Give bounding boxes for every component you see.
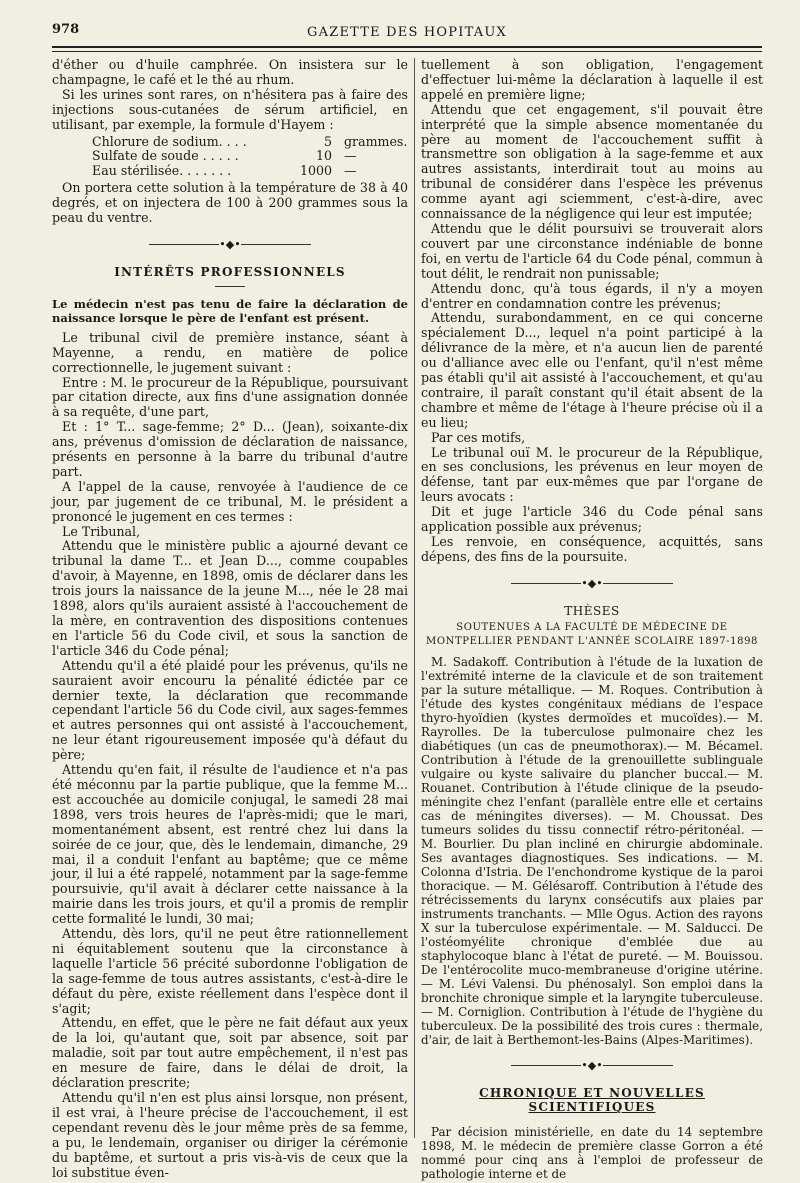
- paragraph: Les renvoie, en conséquence, acquittés, sans dépens, des fins de la poursuite.: [421, 534, 763, 564]
- ornament-divider: •◆•: [421, 1059, 763, 1074]
- paragraph: Attendu qu'en fait, il résulte de l'audience et n'a pas été méconnu par la partie publique, que la femme M... est accouchée au domicile conjugal, le samedi 28 mai 1898, vers trois heures de l'après-midi; que le mari, momentanément absent, est rentré chez lui dans la soirée de ce jour, que, dès le lendemain, dimanche, 29 mai, il a conduit l'enfant au baptême; que ce même jour, il lui a été rappelé, notamment par la sage-femme poursuivie, qu'il avait à déclarer cette naissance à la mairie dans les trois jours, et qu'il a promis de remplir cette formalité le lundi, 30 mai;: [52, 762, 408, 927]
- paragraph: Le Tribunal,: [62, 523, 141, 539]
- left-column: [52, 58, 408, 1180]
- formula-unit: grammes.: [344, 133, 408, 149]
- formula-ingredient: Sulfate de soude . . . . .: [92, 148, 239, 164]
- right-column: [421, 58, 763, 1181]
- paragraph: Le tribunal civil de première instance, séant à Mayenne, a rendu, en matière de police correctionnelle, le jugement suivant :: [52, 329, 408, 375]
- formula-amount: 1000: [299, 163, 332, 179]
- journal-title: GAZETTE DES HOPITAUX: [307, 25, 507, 40]
- formula-amount: 5: [323, 133, 332, 149]
- formula-amount: 10: [315, 148, 332, 164]
- paragraph: Et : 1° T... sage-femme; 2° D... (Jean), soixante-dix ans, prévenus d'omission de déclaration de naissance, présents en personne à la barre du tribunal d'autre part.: [52, 419, 408, 479]
- header-rule-thin: [52, 51, 762, 52]
- ornament-divider: •◆•: [52, 238, 408, 253]
- paragraph: Attendu qu'il a été plaidé pour les prévenus, qu'ils ne sauraient avoir encouru la pénalité édictée par ce dernier texte, la déclaration que recommande cependant l'article 56 du Code civil, aux sages-femmes et autres personnes qui ont assisté à l'accouchement, ne leur étant rigoureusement imposée qu'à défaut du père;: [52, 657, 408, 763]
- page-number: 978: [52, 22, 80, 37]
- paragraph: Attendu que le ministère public a ajourné devant ce tribunal la dame T... et Jean D..., comme coupables d'avoir, à Mayenne, en 1898, omis de déclarer dans les trois jours la naissance de la jeune M..., née le 28 mai 1898, alors qu'ils auraient assisté à l'accouchement de la mère, en contravention des dispositions contenues en l'article 56 du Code civil, et sous la sanction de l'article 346 du Code pénal;: [52, 538, 408, 658]
- paragraph: A l'appel de la cause, renvoyée à l'audience de ce jour, par jugement de ce tribunal, M. le président a prononcé le jugement en ces termes :: [52, 478, 408, 524]
- paragraph: d'éther ou d'huile camphrée. On insistera sur le champagne, le café et le thé au rhum.: [52, 57, 408, 87]
- article-heading: Le médecin n'est pas tenu de faire la déclaration de naissance lorsque le père de l'enfant est présent.: [52, 296, 408, 325]
- short-rule: [215, 286, 245, 287]
- paragraph: Par ces motifs,: [431, 429, 526, 445]
- section-title: CHRONIQUE ET NOUVELLES SCIENTIFIQUES: [479, 1085, 705, 1115]
- header-rule: [52, 46, 762, 48]
- paragraph: Attendu, dès lors, qu'il ne peut être rationnellement ni équitablement soutenu que la circonstance à laquelle l'article 56 précité subordonne l'obligation de la sage-femme de tous autres assistants, c'est-à-dire le défaut du père, existe réellement dans l'espèce dont il s'agit;: [52, 926, 408, 1016]
- formula-table: [92, 135, 408, 180]
- paragraph: Si les urines sont rares, on n'hésitera pas à faire des injections sous-cutanées de sérum artificiel, en utilisant, par exemple, la formule d'Hayem :: [52, 86, 408, 132]
- column-divider: [414, 58, 415, 1138]
- formula-row: [92, 164, 408, 179]
- ornament-divider: •◆•: [421, 577, 763, 592]
- page-header: [52, 22, 762, 54]
- paragraph: Entre : M. le procureur de la République, poursuivant par citation directe, aux fins d'une assignation donnée à sa requête, d'une part,: [52, 374, 408, 420]
- theses-list: M. Sadakoff. Contribution à l'étude de la luxation de l'extrémité interne de la clavicule et de son traitement par la suture métallique. — M. Roques. Contribution à l'étude des kystes congénitaux médians de l'espace thyro-hyoïdien (kystes dermoïdes et mucoïdes).— M. Rayrolles. De la tuberculose pulmonaire chez les diabétiques (un cas de pneumothorax).— M. Bécamel. Contribution à l'étude de la grenouillette sublinguale vulgaire ou kyste salivaire du plancher buccal.— M. Rouanet. Contribution à l'étude clinique de la pseudo-méningite chez l'enfant (parallèle entre elle et certains cas de méningites diverses). — M. Choussat. Des tumeurs solides du tissu connectif rétro-péritonéal. — M. Bourlier. Du plan incliné en chirurgie abdominale. Ses avantages diagnostiques. Ses indications. — M. Colonna d'Istria. De l'enchondrome kystique de la paroi thoracique. — M. Gélésaroff. Contribution à l'étude des rétrécissements du larynx consécutifs aux plaies par instruments tranchants. — Mlle Ogus. Action des rayons X sur la tuberculose expérimentale. — M. Salducci. De l'ostéomyélite chronique d'emblée due au staphylocoque blanc à l'état de pureté. — M. Bouissou. De l'entérocolite muco-membraneuse d'origine utérine. — M. Lévi Valensi. Du phénosalyl. Son emploi dans la bronchite chronique simple et la laryngite tuberculeuse. — M. Corniglion. Contribution à l'étude de l'hygiène du tuberculeux. De la possibilité des trois cures : thermale, d'air, de lait à Berthemont-les-Bains (Alpes-Maritimes).: [421, 654, 763, 1047]
- formula-row: [92, 135, 408, 150]
- paragraph: tuellement à son obligation, l'engagement d'effectuer lui-même la déclaration à laquelle il est appelé en première ligne;: [421, 57, 763, 102]
- theses-subtitle: SOUTENUES A LA FACULTÉ DE MÉDECINE DE MONTPELLIER PENDANT L'ANNÉE SCOLAIRE 1897-1898: [425, 621, 759, 647]
- formula-ingredient: Eau stérilisée. . . . . . .: [92, 163, 232, 179]
- paragraph: On portera cette solution à la température de 38 à 40 degrés, et on injectera de 100 à 200 grammes sous la peau du ventre.: [52, 180, 408, 226]
- paragraph: Dit et juge l'article 346 du Code pénal sans application possible aux prévenus;: [421, 504, 763, 535]
- paragraph: Attendu, surabondamment, en ce qui concerne spécialement D..., lequel n'a point participé à la délivrance de la mère, et n'a aucun lien de parenté ou d'alliance avec elle ou l'enfant, qu'il n'est même pas établi qu'il ait assisté à l'accouchement, et qu'au contraire, il paraît constant qu'il était absent de la chambre et même de l'étage à l'heure précise où il a eu lieu;: [421, 310, 763, 430]
- theses-title: THÈSES: [564, 603, 620, 618]
- paragraph: Attendu qu'il n'en est plus ainsi lorsque, non présent, il est vrai, à l'heure précise de l'accouchement, il est cependant revenu dès le jour même près de sa femme, a pu, le lendemain, organiser ou diriger la cérémonie du baptême, et surtout a pris vis-à-vis de ceux que la loi substitue éven-: [52, 1090, 408, 1180]
- paragraph: Par décision ministérielle, en date du 14 septembre 1898, M. le médecin de première classe Gorron a été nommé pour cinq ans à l'emploi de professeur de pathologie interne et de: [421, 1125, 763, 1182]
- paragraph: Attendu, en effet, que le père ne fait défaut aux yeux de la loi, qu'autant que, soit par absence, soit par maladie, soit par tout autre empêchement, il n'est pas en mesure de faire, dans le délai de droit, la déclaration prescrite;: [52, 1015, 408, 1091]
- section-title: INTÉRÊTS PROFESSIONNELS: [114, 264, 346, 279]
- formula-row: [92, 149, 408, 164]
- formula-unit: —: [344, 148, 357, 164]
- paragraph: Attendu que cet engagement, s'il pouvait être interprété que la simple absence momentanée du père au moment de l'accouchement suffit à transmettre son obligation à la sage-femme et aux autres assistants, interdirait tout au moins au tribunal de considérer dans l'espèce les prévenus comme ayant agi sciemment, c'est-à-dire, avec connaissance de la négligence qui leur est imputée;: [421, 101, 763, 222]
- paragraph: Attendu donc, qu'à tous égards, il n'y a moyen d'entrer en condamnation contre les prévenus;: [421, 280, 763, 311]
- paragraph: Attendu que le délit poursuivi se trouverait alors couvert par une circonstance indéniable de bonne foi, en vertu de l'article 64 du Code pénal, commun à tout délit, le rendrait non punissable;: [421, 220, 763, 281]
- formula-unit: —: [344, 163, 357, 179]
- formula-ingredient: Chlorure de sodium. . . .: [92, 133, 247, 149]
- paragraph: Le tribunal ouï M. le procureur de la République, en ses conclusions, les prévenus en leur moyen de défense, tant par eux-mêmes que par l'organe de leurs avocats :: [421, 444, 763, 505]
